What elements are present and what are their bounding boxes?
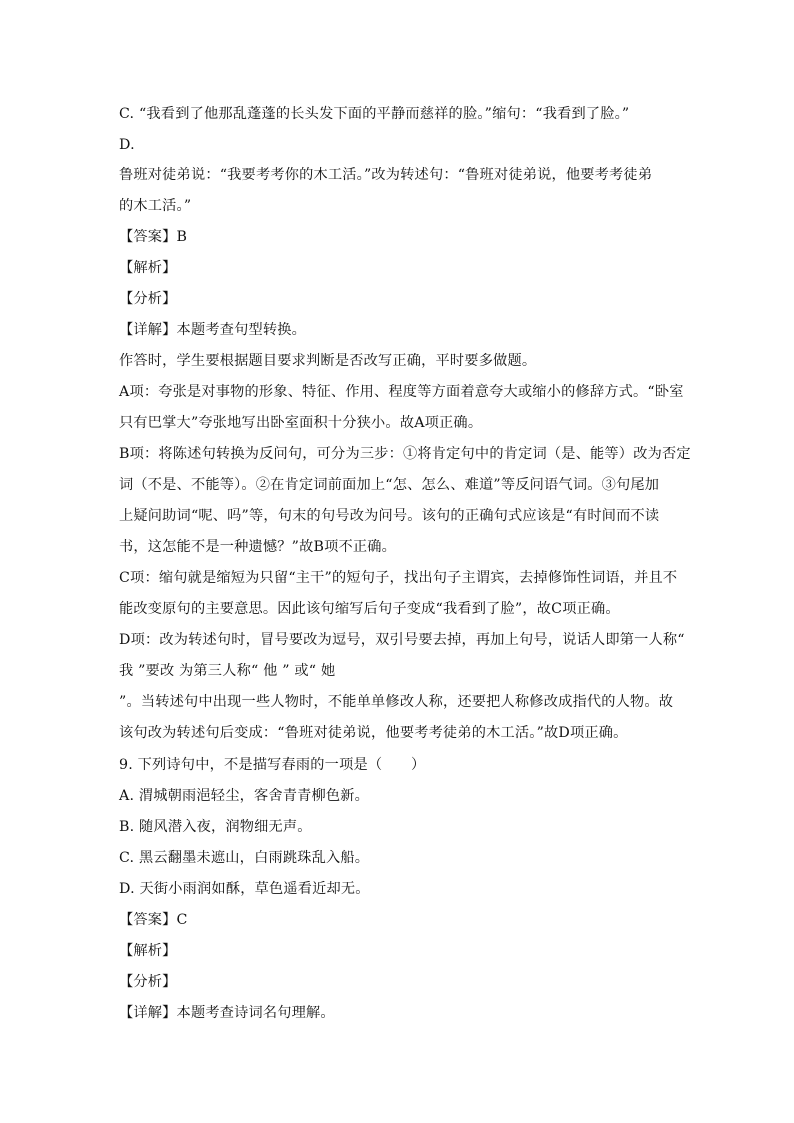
option-d-text-cont: 的木工活。” <box>119 198 192 214</box>
explanation-b-cont-2: 上疑问助词“呢、吗”等，句末的句号改为问号。该句的正确句式应该是“有时间而不读 <box>119 508 660 524</box>
question-9: 9. 下列诗句中，不是描写春雨的一项是（ ） <box>119 757 426 773</box>
option-d-label: D. <box>119 137 135 153</box>
answer-label: 【答案】B <box>119 229 188 245</box>
explanation-d-cont-3: 该句改为转述句后变成：“鲁班对徒弟说，他要考考徒弟的木工活。”故D项正确。 <box>119 725 628 741</box>
explanation-c: C项：缩句就是缩短为只留“主干”的短句子，找出句子主谓宾，去掉修饰性词语，并且不 <box>119 570 678 586</box>
answer-label-9: 【答案】C <box>119 912 188 928</box>
question-9-option-b: B. 随风潜入夜，润物细无声。 <box>119 819 312 835</box>
explanation-a-cont: 只有巴掌大”夸张地写出卧室面积十分狭小。故A项正确。 <box>119 415 483 431</box>
explanation-a: A项：夸张是对事物的形象、特征、作用、程度等方面着意夸大或缩小的修辞方式。“卧室 <box>119 384 684 400</box>
explanation-b-cont-1: 词（不是、不能等）。②在肯定词前面加上“怎、怎么、难道”等反问语气词。③句尾加 <box>119 477 660 493</box>
question-9-option-a: A. 渭城朝雨浥轻尘，客舍青青柳色新。 <box>119 788 370 804</box>
analysis-heading-9: 【解析】 <box>119 943 177 959</box>
explanation-c-cont: 能改变原句的主要意思。因此该句缩写后句子变成“我看到了脸”，故C项正确。 <box>119 601 620 617</box>
question-9-option-c: C. 黑云翻墨未遮山，白雨跳珠乱入船。 <box>119 850 370 866</box>
analysis-heading: 【解析】 <box>119 260 177 276</box>
explanation-d-cont-2: ”。当转述句中出现一些人物时，不能单单修改人称，还要把人称修改成指代的人物。故 <box>119 694 674 710</box>
explanation-b: B项：将陈述句转换为反问句，可分为三步：①将肯定句中的肯定词（是、能等）改为否定 <box>119 446 691 462</box>
explanation-line: 作答时，学生要根据题目要求判断是否改写正确，平时要多做题。 <box>119 353 537 369</box>
analysis-subheading-9: 【分析】 <box>119 974 177 990</box>
option-c-line: C. “我看到了他那乱蓬蓬的长头发下面的平静而慈祥的脸。”缩句：“我看到了脸。” <box>119 106 630 122</box>
explanation-d-cont-1: 我 ”要改 为第三人称“ 他 ” 或“ 她 <box>119 663 336 679</box>
explanation-b-cont-3: 书，这怎能不是一种遗憾？”故B项不正确。 <box>119 539 397 555</box>
detail-explanation: 【详解】本题考查句型转换。 <box>119 322 307 338</box>
question-9-option-d: D. 天街小雨润如酥，草色遥看近却无。 <box>119 881 370 897</box>
analysis-subheading: 【分析】 <box>119 291 177 307</box>
detail-explanation-9: 【详解】本题考查诗词名句理解。 <box>119 1005 335 1021</box>
explanation-d: D项：改为转述句时，冒号要改为逗号，双引号要去掉，再加上句号，说话人即第一人称“ <box>119 632 685 648</box>
option-d-text: 鲁班对徒弟说：“我要考考你的木工活。”改为转述句：“鲁班对徒弟说，他要考考徒弟 <box>119 167 653 183</box>
